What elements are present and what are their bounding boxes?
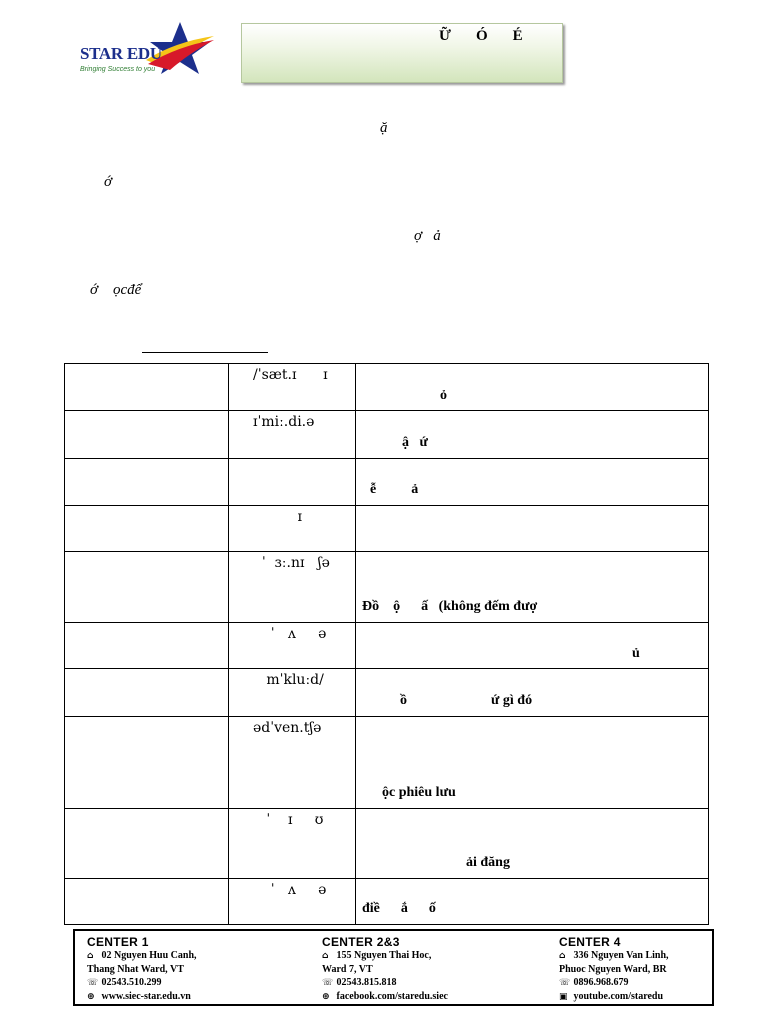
- ipa-cell: ˈ ʌ ə: [229, 623, 356, 669]
- phone-icon: ☏: [87, 978, 99, 988]
- phone-icon: ☏: [559, 978, 571, 988]
- center-title: CENTER 1: [87, 935, 149, 949]
- center-1-info: [87, 935, 307, 1004]
- center-phone: 0896.968.679: [573, 977, 629, 988]
- globe-icon: ⊕: [322, 992, 330, 1002]
- center-youtube-link: youtube.com/staredu: [573, 991, 664, 1002]
- center-address-line2: Phuoc Nguyen Ward, BR: [559, 964, 667, 975]
- table-row: [65, 552, 709, 623]
- title-text: Ữ Ó É: [439, 28, 525, 44]
- center-title: CENTER 4: [559, 935, 621, 949]
- meaning-cell: ồ ứ gì đó: [356, 669, 709, 717]
- table-row: [65, 669, 709, 717]
- word-cell: [65, 459, 229, 506]
- ipa-cell: ˈ ɪ ʊ: [229, 809, 356, 879]
- center-facebook-link: facebook.com/staredu.siec: [336, 991, 448, 1002]
- footer-contact-box: [73, 929, 714, 1006]
- ipa-cell: ɪˈmiː.di.ə: [229, 411, 356, 459]
- word-cell: [65, 809, 229, 879]
- center-address-line2: Thang Nhat Ward, VT: [87, 964, 184, 975]
- word-cell: [65, 879, 229, 925]
- center-address-line2: Ward 7, VT: [322, 964, 373, 975]
- meaning-cell: ậ ứ: [356, 411, 709, 459]
- word-cell: [65, 364, 229, 411]
- table-row: [65, 459, 709, 506]
- table-row: [65, 623, 709, 669]
- word-cell: [65, 669, 229, 717]
- meaning-cell: [356, 506, 709, 552]
- star-edu-logo: [78, 20, 218, 82]
- center-title: CENTER 2&3: [322, 935, 400, 949]
- meaning-cell: điề ắ ố: [356, 879, 709, 925]
- center-website-link: www.siec-star.edu.vn: [101, 991, 191, 1002]
- phone-icon: ☏: [322, 978, 334, 988]
- globe-icon: ⊕: [87, 992, 95, 1002]
- meaning-cell: ộc phiêu lưu: [356, 717, 709, 809]
- home-icon: ⌂: [322, 951, 329, 961]
- logo-tagline: Bringing Success to you: [80, 66, 156, 73]
- word-cell: [65, 506, 229, 552]
- home-icon: ⌂: [559, 951, 566, 961]
- word-cell: [65, 552, 229, 623]
- center-address: 02 Nguyen Huu Canh,: [101, 950, 197, 961]
- center-4-info: [559, 935, 768, 1004]
- center-address: 155 Nguyen Thai Hoc,: [336, 950, 432, 961]
- ipa-cell: ədˈven.tʃə: [229, 717, 356, 809]
- word-cell: [65, 717, 229, 809]
- logo-wordmark: STAR EDU: [80, 44, 162, 63]
- center-2-3-info: [322, 935, 542, 1004]
- table-row: [65, 506, 709, 552]
- ipa-cell: /ˈsæt.ɪ ɪ: [229, 364, 356, 411]
- table-row: [65, 717, 709, 809]
- text-fragment-4: ớ ọcđể: [90, 282, 142, 298]
- section-underline: [142, 352, 268, 353]
- ipa-cell: ˈ ɜː.nɪ ʃə: [229, 552, 356, 623]
- text-fragment-2: ớ: [104, 174, 113, 190]
- text-fragment-1: ặ: [380, 120, 388, 136]
- table-row: [65, 879, 709, 925]
- center-phone: 02543.815.818: [336, 977, 397, 988]
- meaning-cell: ỏ: [356, 364, 709, 411]
- meaning-cell: ải đăng: [356, 809, 709, 879]
- title-box: [241, 23, 563, 83]
- center-address: 336 Nguyen Van Linh,: [573, 950, 669, 961]
- vocabulary-table: [64, 363, 709, 925]
- word-cell: [65, 623, 229, 669]
- home-icon: ⌂: [87, 951, 94, 961]
- word-cell: [65, 411, 229, 459]
- text-fragment-3: ợ ả: [414, 228, 441, 244]
- ipa-cell: ˈ ʌ ə: [229, 879, 356, 925]
- video-icon: ▣: [559, 992, 568, 1002]
- table-row: [65, 364, 709, 411]
- ipa-cell: [229, 459, 356, 506]
- table-row: [65, 809, 709, 879]
- table-row: [65, 411, 709, 459]
- ipa-cell: mˈkluːd/: [229, 669, 356, 717]
- meaning-cell: ủ: [356, 623, 709, 669]
- center-phone: 02543.510.299: [101, 977, 162, 988]
- meaning-cell: Đồ ộ ấ (không đếm đượ: [356, 552, 709, 623]
- ipa-cell: ɪ: [229, 506, 356, 552]
- meaning-cell: ễ ả: [356, 459, 709, 506]
